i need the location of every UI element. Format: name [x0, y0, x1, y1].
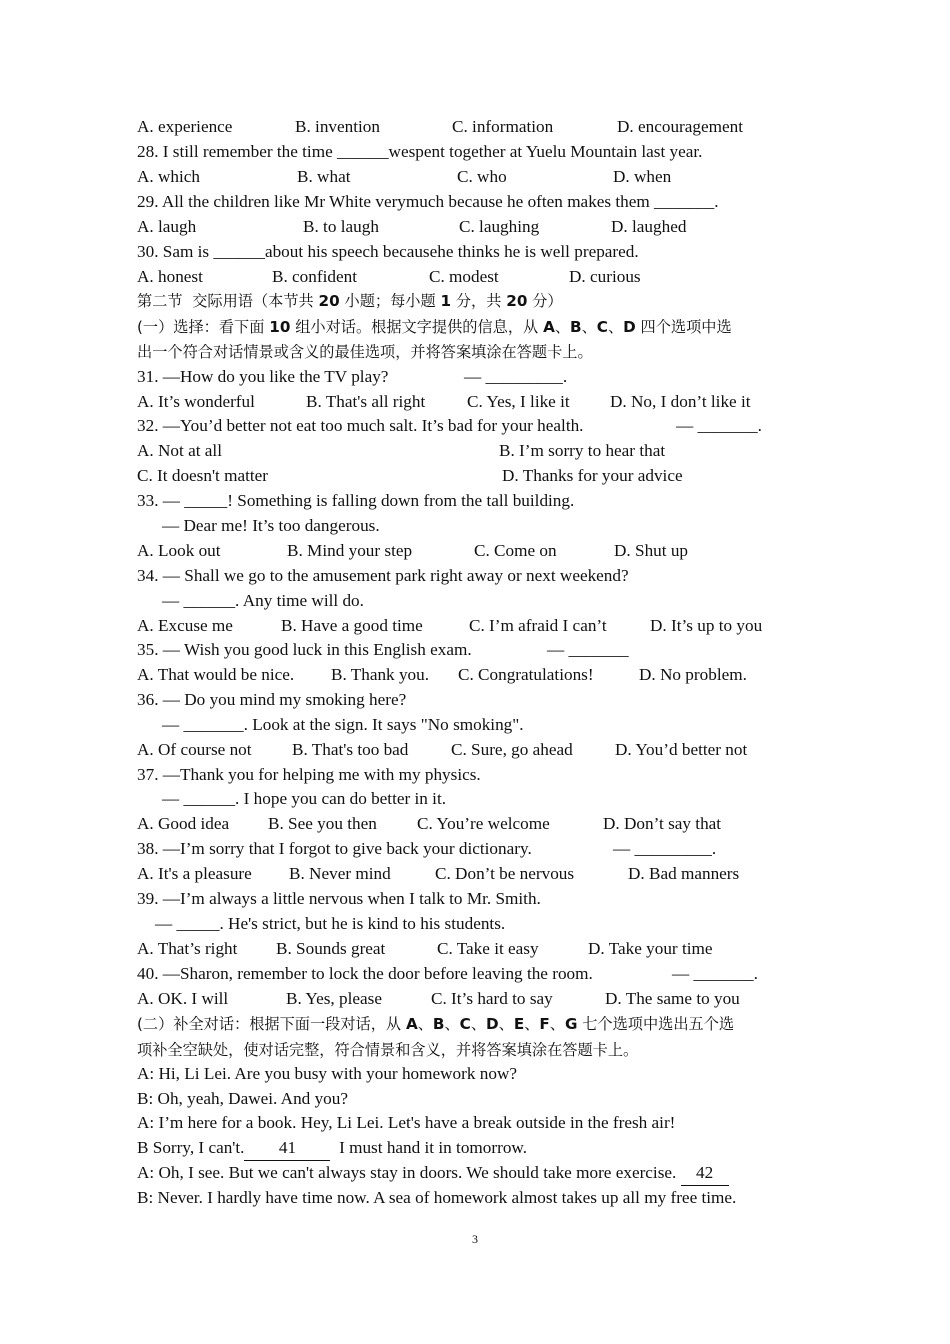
q29-stem: 29. All the children like Mr White verymuch because he often makes them _______. [137, 192, 719, 211]
q39-option-c: C. Take it easy [437, 939, 539, 958]
q40-stem: 40. —Sharon, remember to lock the door before leaving the room. [137, 964, 593, 983]
q39-option-a: A. That’s right [137, 939, 238, 958]
option-letter: C [459, 1015, 471, 1033]
page-number: 3 [472, 1232, 478, 1246]
blank-41: 41 [244, 1136, 330, 1161]
q28-option-c: C. who [457, 167, 507, 186]
q40-option-d: D. The same to you [605, 989, 740, 1008]
q31-option-b: B. That's all right [306, 392, 426, 411]
separator: 、 [498, 1015, 514, 1033]
option-letter: C [596, 318, 608, 336]
q30-option-c: C. modest [429, 267, 499, 286]
option-letter: D [623, 318, 636, 336]
q33-option-c: C. Come on [474, 541, 557, 560]
q35-option-b: B. Thank you. [331, 665, 430, 684]
separator: 、 [549, 1015, 565, 1033]
q30-option-a: A. honest [137, 267, 203, 286]
section2-count: 20 [318, 292, 340, 310]
q28-option-b: B. what [297, 167, 351, 186]
q30-option-b: B. confident [272, 267, 357, 286]
q29-option-b: B. to laugh [303, 217, 379, 236]
q27-option-b: B. invention [295, 117, 380, 136]
part1-instructions-line1 [137, 315, 732, 339]
q31-option-c: C. Yes, I like it [467, 392, 570, 411]
q35-stem: 35. — Wish you good luck in this English exam. [137, 640, 472, 659]
dialogue-line-1: A: Hi, Li Lei. Are you busy with your homework now? [137, 1064, 517, 1083]
q31-option-d: D. No, I don’t like it [610, 392, 751, 411]
separator: 、 [417, 1015, 433, 1033]
q36-option-d: D. You’d better not [615, 740, 748, 759]
q33-option-b: B. Mind your step [287, 541, 413, 560]
separator: 、 [470, 1015, 487, 1033]
q28-stem: 28. I still remember the time ______wespent together at Yuelu Mountain last year. [137, 142, 703, 161]
q33-option-d: D. Shut up [614, 541, 689, 560]
q27-option-c: C. information [452, 117, 554, 136]
option-letter: A [543, 318, 555, 336]
q37-option-d: D. Don’t say that [603, 814, 722, 833]
section2-text: 第二节 交际用语（本节共 [137, 292, 319, 310]
q35-reply: — _______ [547, 640, 629, 659]
q34-option-d: D. It’s up to you [650, 616, 763, 635]
q37-stem: 37. —Thank you for helping me with my physics. [137, 765, 481, 784]
q34-reply: — ______. Any time will do. [162, 591, 364, 610]
instruction-text: 七个选项中选出五个选 [577, 1015, 735, 1033]
option-letter: D [486, 1015, 499, 1033]
separator: 、 [607, 318, 624, 336]
q40-reply: — _______. [672, 964, 758, 983]
q40-option-c: C. It’s hard to say [431, 989, 553, 1008]
q38-reply: — _________. [613, 839, 717, 858]
q30-option-d: D. curious [569, 267, 641, 286]
part2-instructions-line2: 项补全空缺处，使对话完整，符合情景和含义，并将答案填涂在答题卡上。 [137, 1041, 639, 1059]
part1-instructions-line2: 出一个符合对话情景或含义的最佳选项，并将答案填涂在答题卡上。 [137, 343, 593, 361]
q27-option-d: D. encouragement [617, 117, 743, 136]
dialogue-line-3: A: I’m here for a book. Hey, Li Lei. Let's have a break outside in the fresh air! [137, 1113, 676, 1132]
q37-option-b: B. See you then [268, 814, 377, 833]
part2-instructions-line1 [137, 1012, 734, 1036]
q32-option-c: C. It doesn't matter [137, 466, 269, 485]
section2-text: 分，共 [451, 292, 507, 310]
section2-text: 小题；每小题 [339, 292, 441, 310]
q33-reply: — Dear me! It’s too dangerous. [162, 516, 380, 535]
q37-option-a: A. Good idea [137, 814, 230, 833]
separator: 、 [524, 1015, 540, 1033]
q35-option-d: D. No problem. [639, 665, 747, 684]
instruction-text: (二）补全对话：根据下面一段对话，从 [137, 1015, 406, 1033]
q32-stem: 32. —You’d better not eat too much salt. It’s bad for your health. [137, 416, 584, 435]
q34-option-a: A. Excuse me [137, 616, 233, 635]
instruction-text: 四个选项中选 [635, 318, 732, 336]
dialogue-text: A: Oh, I see. But we can't always stay in doors. We should take more exercise. [137, 1163, 681, 1182]
option-letter: G [564, 1015, 578, 1033]
section2-text: 分） [527, 292, 563, 310]
q38-option-b: B. Never mind [289, 864, 391, 883]
dialogue-text: I must hand it in tomorrow. [330, 1138, 528, 1157]
instruction-text: (一）选择：看下面 [137, 318, 270, 336]
q39-option-d: D. Take your time [588, 939, 713, 958]
q30-stem: 30. Sam is ______about his speech becausehe thinks he is well prepared. [137, 242, 639, 261]
q35-option-c: C. Congratulations! [458, 665, 594, 684]
q33-stem: 33. — _____! Something is falling down from the tall building. [137, 491, 575, 510]
q39-option-b: B. Sounds great [276, 939, 386, 958]
q37-option-c: C. You’re welcome [417, 814, 550, 833]
q31-reply: — _________. [464, 367, 568, 386]
dialogue-line-5 [137, 1161, 729, 1185]
instruction-text: 组小对话。根据文字提供的信息，从 [290, 318, 544, 336]
dialogue-line-2: B: Oh, yeah, Dawei. And you? [137, 1089, 348, 1108]
q32-option-b: B. I’m sorry to hear that [499, 441, 666, 460]
q38-option-c: C. Don’t be nervous [435, 864, 575, 883]
q34-option-c: C. I’m afraid I can’t [469, 616, 607, 635]
option-letter: B [570, 318, 582, 336]
q36-reply: — _______. Look at the sign. It says "No smoking". [162, 715, 524, 734]
dialogue-line-4 [137, 1136, 527, 1160]
dialogue-line-6: B: Never. I hardly have time now. A sea of homework almost takes up all my free time. [137, 1188, 737, 1207]
q29-option-a: A. laugh [137, 217, 197, 236]
q33-option-a: A. Look out [137, 541, 221, 560]
q34-option-b: B. Have a good time [281, 616, 423, 635]
dialogue-text: B Sorry, I can't. [137, 1138, 245, 1157]
q37-reply: — ______. I hope you can do better in it. [162, 789, 447, 808]
q32-option-a: A. Not at all [137, 441, 222, 460]
q32-reply: — _______. [676, 416, 762, 435]
q36-stem: 36. — Do you mind my smoking here? [137, 690, 407, 709]
q40-option-b: B. Yes, please [286, 989, 382, 1008]
q29-option-d: D. laughed [611, 217, 687, 236]
separator: 、 [554, 318, 571, 336]
option-letter: A [405, 1015, 418, 1033]
instruction-count: 10 [269, 318, 291, 336]
q35-option-a: A. That would be nice. [137, 665, 295, 684]
section2-points-total: 20 [506, 292, 528, 310]
q36-option-b: B. That's too bad [292, 740, 409, 759]
q38-stem: 38. —I’m sorry that I forgot to give back your dictionary. [137, 839, 532, 858]
option-letter: F [539, 1015, 550, 1033]
q39-reply: — _____. He's strict, but he is kind to his students. [155, 914, 506, 933]
separator: 、 [444, 1015, 460, 1033]
option-letter: E [513, 1015, 525, 1033]
q28-option-d: D. when [613, 167, 672, 186]
section2-heading [137, 289, 563, 313]
q36-option-c: C. Sure, go ahead [451, 740, 573, 759]
blank-42: 42 [681, 1161, 729, 1186]
section2-points-each: 1 [440, 292, 452, 310]
q31-option-a: A. It’s wonderful [137, 392, 255, 411]
option-letter: B [432, 1015, 445, 1033]
q27-option-a: A. experience [137, 117, 233, 136]
q38-option-a: A. It's a pleasure [137, 864, 252, 883]
q34-stem: 34. — Shall we go to the amusement park right away or next weekend? [137, 566, 629, 585]
q28-option-a: A. which [137, 167, 201, 186]
q29-option-c: C. laughing [459, 217, 540, 236]
q31-stem: 31. —How do you like the TV play? [137, 367, 389, 386]
q36-option-a: A. Of course not [137, 740, 252, 759]
q40-option-a: A. OK. I will [137, 989, 229, 1008]
q32-option-d: D. Thanks for your advice [502, 466, 683, 485]
separator: 、 [581, 318, 597, 336]
q38-option-d: D. Bad manners [628, 864, 740, 883]
q39-stem: 39. —I’m always a little nervous when I talk to Mr. Smith. [137, 889, 541, 908]
